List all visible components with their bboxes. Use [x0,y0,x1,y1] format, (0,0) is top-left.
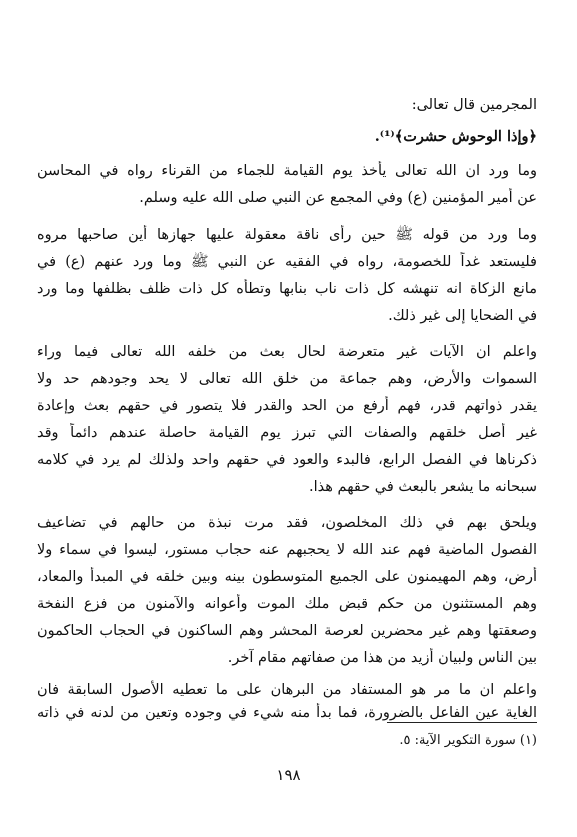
text-line: واعلم ان الآيات غير متعرضة لحال بعث من خلفه الله تعالى فيما وراء [37,344,537,360]
text-line: مانع الزكاة انه تنهشه كل ذات ناب بنابها وتطأه كل ذات ظلف بظلفها وما ورد [37,281,537,297]
page-number: ١٩٨ [276,766,301,784]
text-line: سبحانه ما يشعر بالبعث في حقهم هذا. [309,479,537,495]
text-line: فليستعد غداً للخصومة، رواه في الفقيه عن النبي ﷺ وما ورد عنهم (ع) في [37,254,537,270]
text-line: ويلحق بهم في ذلك المخلصون، فقد مرت نبذة من حالهم في تضاعيف [37,515,537,531]
text-line: واعلم ان ما مر هو المستفاد من البرهان على ما تعطيه الأصول السابقة فان [37,682,537,698]
footnote-divider [387,722,537,723]
text-line: الفصول الماضية فهم عند الله لا يحجبهم عنه حجاب مستور، ليسوا في سماء ولا [37,542,537,558]
text-line: السموات والأرض، وهم جماعة من خلق الله تعالى لا يحد وجودهم حد ولا [37,371,537,387]
text-line: وما ورد من قوله ﷺ حين رأى ناقة معقولة عليها جهازها أين صاحبها مروه [37,227,537,243]
text-line: المجرمين قال تعالى: [411,97,537,113]
text-line: وصعقتها وهم غير محضرين لعرصة المحشر وهم الساكنون في الحجاب الحاكمون [37,623,537,639]
text-line: أرض، وهم المهيمنون على الجميع المتوسطون بينه وبين خلقه في المبدأ والمعاد، [37,569,537,585]
text-line: بين الناس ولبيان أزيد من هذا من صفاتهم مقام آخر. [227,650,537,666]
text-line: عن أمير المؤمنين (ع) وفي المجمع عن النبي صلى الله عليه وسلم. [139,190,537,206]
text-line: وهم المستثنون من حكم قبض ملك الموت وأعوانه والآمنون من فزع النفخة [37,596,537,612]
text-line: يقدر ذواتهم قدر، فهم أرفع من الحد والقدر فلا يتصور في حقهم بعث وإعادة [37,398,537,414]
footnote: (١) سورة التكوير الآية: ٥. [399,733,537,748]
quran-verse: ﴿وإذا الوحوش حشرت﴾⁽¹⁾. [374,128,537,145]
text-line: ذكرناها في الفصل الرابع، فالبدء والعود في حقهم واحد ولذلك لم يرد في كلامه [37,452,537,468]
text-line: غير أصل خلقهم والصفات التي تبرز يوم القيامة حاصلة عندهم دائماً وقد [37,425,537,441]
text-line: وما ورد ان الله تعالى يأخذ يوم القيامة للجماء من القرناء رواه في المحاسن [37,163,537,179]
text-line: في الضحايا إلى غير ذلك. [388,308,537,324]
text-line: الغاية عين الفاعل بالضرورة، فما بدأ منه شيء في وجوده وتعين من لدنه في ذاته [37,705,537,721]
